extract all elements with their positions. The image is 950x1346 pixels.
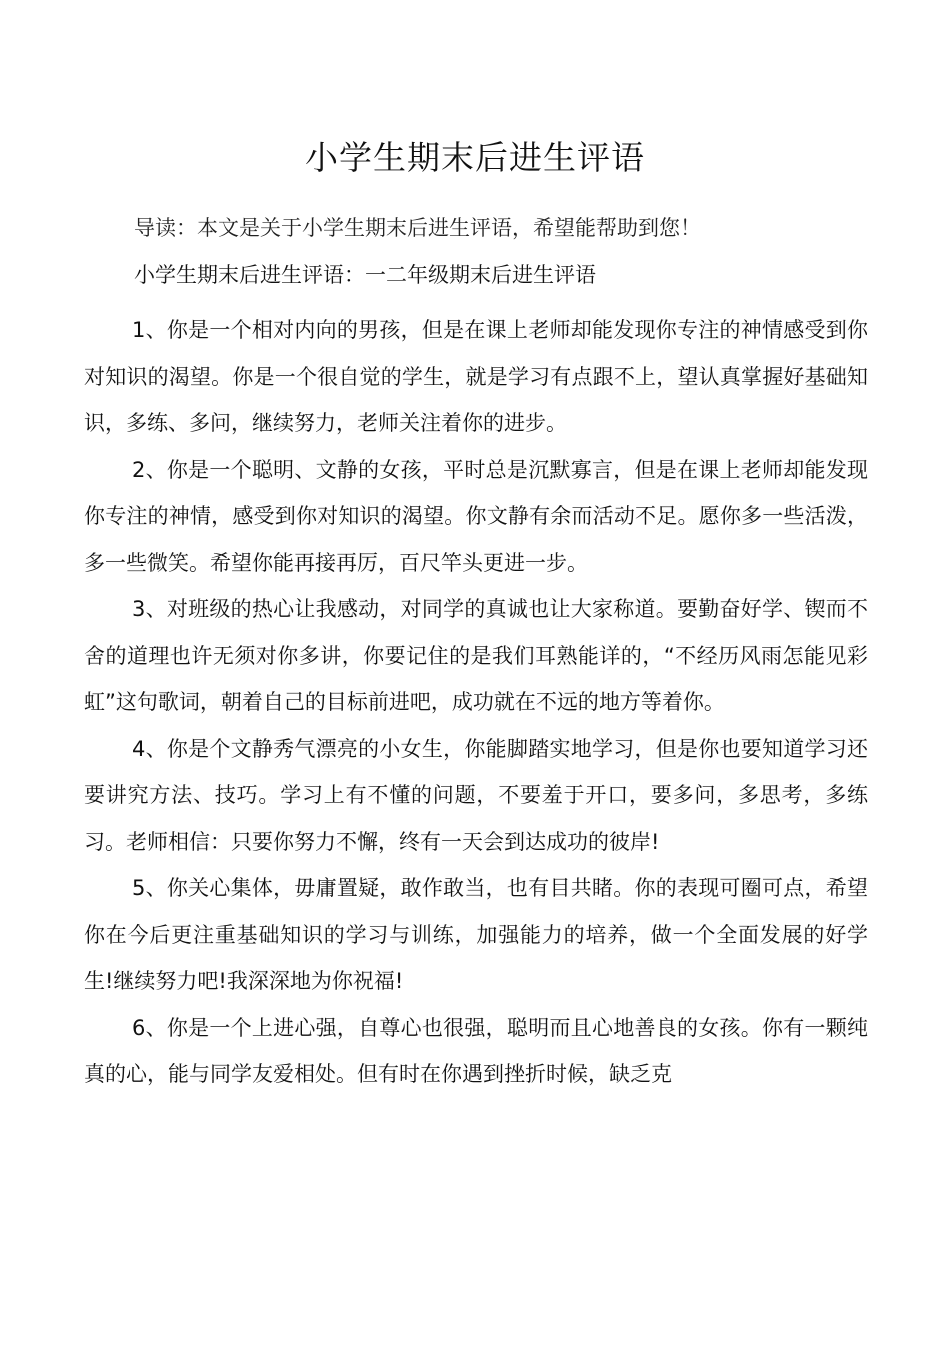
intro-text: 导读：本文是关于小学生期末后进生评语，希望能帮助到您！ xyxy=(134,216,701,240)
paragraph-2: 2、你是一个聪明、文静的女孩，平时总是沉默寡言，但是在课上老师却能发现你专注的神情，感受到你对知识的渴望。你文静有余而活动不足。愿你多一些活泼，多一些微笑。希望你能再接再厉，百尺竿头更进一步。 xyxy=(84,457,868,575)
section-heading: 小学生期末后进生评语：一二年级期末后进生评语 xyxy=(134,263,596,287)
paragraph-4: 4、你是个文静秀气漂亮的小女生，你能脚踏实地学习，但是你也要知道学习还要讲究方法、技巧。学习上有不懂的问题，不要羞于开口，要多问，多思考，多练习。老师相信：只要你努力不懈，终有一天会到达成功的彼岸! xyxy=(84,736,868,854)
page-title: 小学生期末后进生评语 xyxy=(305,138,645,177)
paragraph-6: 6、你是一个上进心强，自尊心也很强，聪明而且心地善良的女孩。你有一颗纯真的心，能与同学友爱相处。但有时在你遇到挫折时候，缺乏克 xyxy=(84,1015,868,1086)
paragraph-1: 1、你是一个相对内向的男孩，但是在课上老师却能发现你专注的神情感受到你对知识的渴望。你是一个很自觉的学生，就是学习有点跟不上，望认真掌握好基础知识，多练、多问，继续努力，老师关注着你的进步。 xyxy=(84,318,868,435)
paragraph-5: 5、你关心集体，毋庸置疑，敢作敢当，也有目共睹。你的表现可圈可点，希望你在今后更注重基础知识的学习与训练，加强能力的培养，做一个全面发展的好学生!继续努力吧!我深深地为你祝福! xyxy=(84,876,868,993)
body-text xyxy=(84,307,868,1098)
paragraph-3: 3、对班级的热心让我感动，对同学的真诚也让大家称道。要勤奋好学、锲而不舍的道理也许无须对你多讲，你要记住的是我们耳熟能详的，“不经历风雨怎能见彩虹”这句歌词，朝着自己的目标前进吧，成功就在不远的地方等着你。 xyxy=(84,597,868,714)
